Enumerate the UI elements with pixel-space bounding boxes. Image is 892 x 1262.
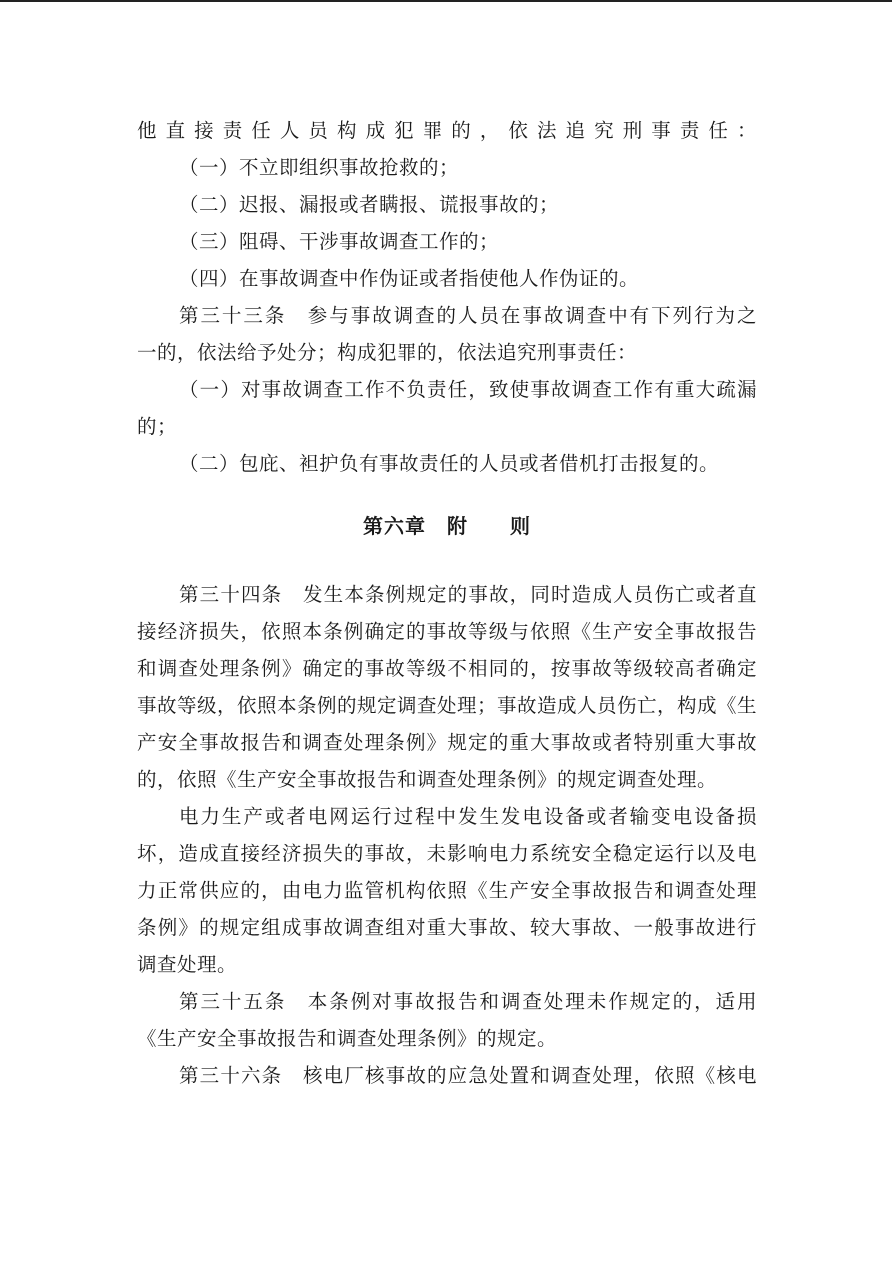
article-34-line: 产安全事故报告和调查处理条例》规定的重大事故或者特别重大事故 xyxy=(137,731,757,754)
article-33-line: 一的，依法给予处分；构成犯罪的，依法追究刑事责任： xyxy=(137,341,638,364)
article-34-para2-line: 坏，造成直接经济损失的事故，未影响电力系统安全稳定运行以及电 xyxy=(137,842,757,865)
document-page xyxy=(137,112,757,1094)
list-item-line: （一）对事故调查工作不负责任，致使事故调查工作有重大疏漏 xyxy=(179,378,757,401)
article-34-para2-line: 电力生产或者电网运行过程中发生发电设备或者输变电设备损 xyxy=(179,805,757,828)
article-36-line: 第三十六条 核电厂核事故的应急处置和调查处理，依照《核电 xyxy=(179,1064,757,1087)
list-item-line: （一）不立即组织事故抢救的； xyxy=(179,156,460,179)
list-item-line: （二）迟报、漏报或者瞒报、谎报事故的； xyxy=(179,193,560,216)
article-34-para2-line: 条例》的规定组成事故调查组对重大事故、较大事故、一般事故进行 xyxy=(137,916,757,939)
article-34-line: 事故等级，依照本条例的规定调查处理；事故造成人员伤亡，构成《生 xyxy=(137,694,757,717)
article-34-line: 第三十四条 发生本条例规定的事故，同时造成人员伤亡或者直 xyxy=(179,583,757,606)
article-34-line: 和调查处理条例》确定的事故等级不相同的，按事故等级较高者确定 xyxy=(137,657,757,680)
article-34-line: 的，依照《生产安全事故报告和调查处理条例》的规定调查处理。 xyxy=(137,768,718,791)
article-33-line: 第三十三条 参与事故调查的人员在事故调查中有下列行为之 xyxy=(179,304,757,327)
page-top-border xyxy=(0,0,892,2)
list-item-line: （二）包庇、袒护负有事故责任的人员或者借机打击报复的。 xyxy=(179,452,720,475)
article-35-line: 《生产安全事故报告和调查处理条例》的规定。 xyxy=(137,1027,558,1050)
chapter-heading: 第六章 附 则 xyxy=(363,514,531,538)
list-item-line: （四）在事故调查中作伪证或者指使他人作伪证的。 xyxy=(179,267,640,290)
text-line: 他直接责任人员构成犯罪的，依法追究刑事责任： xyxy=(137,119,757,142)
article-34-para2-line: 调查处理。 xyxy=(137,953,238,976)
article-34-line: 接经济损失，依照本条例确定的事故等级与依照《生产安全事故报告 xyxy=(137,620,757,643)
article-34-para2-line: 力正常供应的，由电力监管机构依照《生产安全事故报告和调查处理 xyxy=(137,879,757,902)
list-item-line: （三）阻碍、干涉事故调查工作的； xyxy=(179,230,500,253)
article-35-line: 第三十五条 本条例对事故报告和调查处理未作规定的，适用 xyxy=(179,990,757,1013)
list-item-line: 的； xyxy=(137,415,178,438)
